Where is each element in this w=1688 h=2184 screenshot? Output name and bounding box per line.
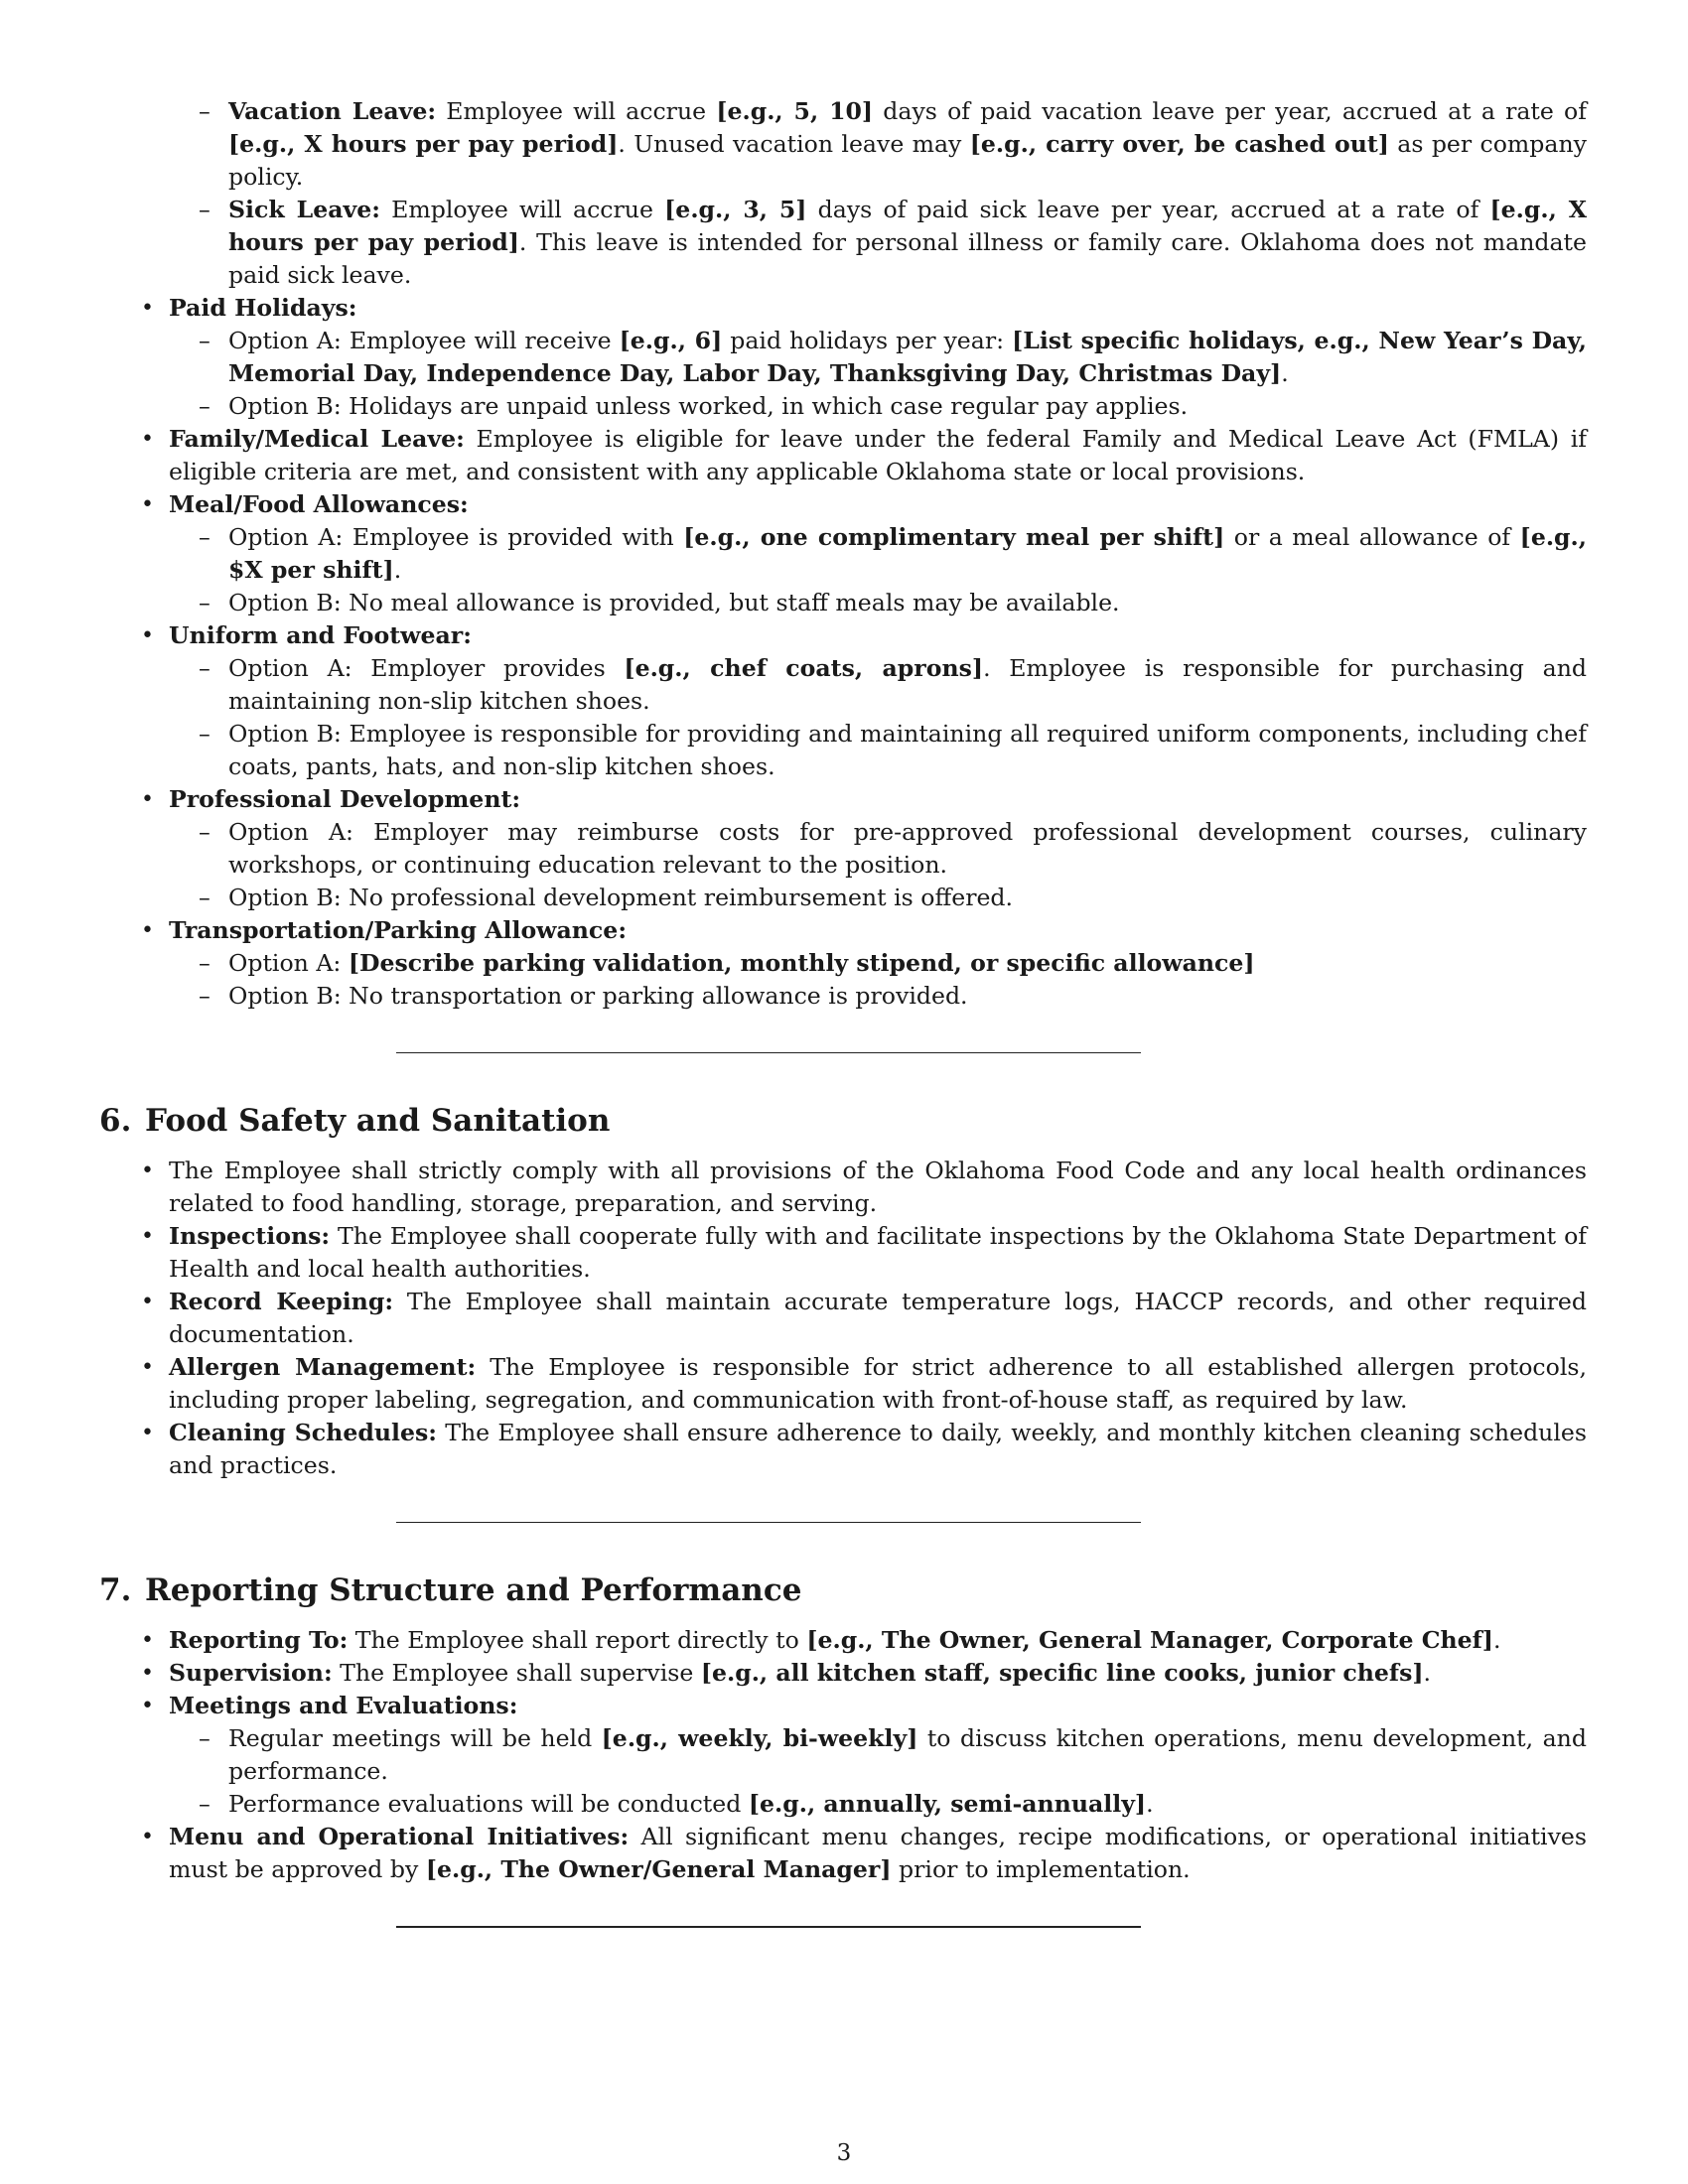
document-page (99, 95, 1588, 1928)
placeholder-field: [e.g., all kitchen staff, specific line cooks, junior chefs] (700, 1659, 1424, 1687)
section-6-heading (99, 1101, 1587, 1141)
transport-option-b (228, 980, 1587, 1013)
placeholder-field: [List specific holidays, e.g., New Year’s Day, Memorial Day, Independence Day, Labor Day, Thanksgiving Day, Christmas Day] (228, 327, 1587, 387)
text: Option B: Employee is responsible for providing and maintaining all required uniform components, including chef coats, pants, hats, and non-slip kitchen shoes. (228, 720, 1587, 780)
item-label: Meetings and Evaluations: (169, 1692, 518, 1719)
uniform-footwear-label: Uniform and Footwear: (169, 621, 472, 649)
text: Option B: No meal allowance is provided, but staff meals may be available. (228, 589, 1120, 616)
placeholder-field: [e.g., 5, 10] (716, 97, 874, 125)
transportation-parking-item (169, 914, 1587, 1013)
allergen-management-item (169, 1351, 1587, 1417)
family-medical-leave-item (169, 423, 1587, 488)
transport-option-a (228, 947, 1587, 980)
food-safety-list (169, 1155, 1587, 1482)
text: Option B: Holidays are unpaid unless worked, in which case regular pay applies. (228, 392, 1189, 420)
placeholder-field: [e.g., X hours per pay period] (228, 130, 619, 158)
text: Option A: Employee will receive (228, 327, 620, 354)
placeholder-field: [e.g., weekly, bi-weekly] (601, 1724, 918, 1752)
profdev-option-a (228, 816, 1587, 882)
placeholder-field: [e.g., 3, 5] (664, 196, 807, 223)
supervision-item (169, 1657, 1587, 1690)
holidays-option-b (228, 390, 1587, 423)
text: days of paid vacation leave per year, accrued at a rate of (873, 97, 1587, 125)
text: . (1146, 1790, 1154, 1818)
performance-evaluations-item (228, 1788, 1587, 1821)
sick-leave-label: Sick Leave: (228, 196, 380, 223)
placeholder-field: [e.g., $X per shift] (228, 523, 1587, 584)
text: . This leave is intended for personal illness or family care. Oklahoma does not mandate paid sick leave. (228, 228, 1587, 289)
text: Option B: No professional development reimbursement is offered. (228, 884, 1014, 911)
list (169, 1722, 1587, 1821)
text: or a meal allowance of (1224, 523, 1520, 551)
transportation-parking-label: Transportation/Parking Allowance: (169, 916, 628, 944)
text: . (1492, 1626, 1501, 1654)
meal-option-b (228, 587, 1587, 619)
holidays-option-a (228, 325, 1587, 390)
placeholder-field: [e.g., chef coats, aprons] (624, 654, 984, 682)
meal-allowances-item (169, 488, 1587, 619)
section-title: Reporting Structure and Performance (145, 1572, 802, 1608)
paid-holidays-label: Paid Holidays: (169, 294, 357, 322)
text: Employee will accrue (379, 196, 665, 223)
placeholder-field: [e.g., carry over, be cashed out] (969, 130, 1389, 158)
text: The Employee shall maintain accurate temperature logs, HACCP records, and other required documentation. (169, 1288, 1587, 1348)
reporting-list (169, 1624, 1587, 1886)
inspections-item (169, 1220, 1587, 1286)
vacation-leave-label: Vacation Leave: (228, 97, 437, 125)
text: . Unused vacation leave may (618, 130, 970, 158)
placeholder-field: [e.g., 6] (619, 327, 723, 354)
item-label: Reporting To: (169, 1626, 349, 1654)
text: Employee is eligible for leave under the federal Family and Medical Leave Act (FMLA) if eligible criteria are met, and consistent with any applicable Oklahoma state or local provisions. (169, 425, 1587, 485)
text: . (1281, 359, 1289, 387)
text: . Employee is responsible for purchasing and maintaining non-slip kitchen shoes. (228, 654, 1587, 715)
food-code-compliance-item (169, 1155, 1587, 1220)
section-number: 6. (99, 1103, 132, 1139)
item-label: Record Keeping: (169, 1288, 394, 1315)
text: paid holidays per year: (722, 327, 1013, 354)
section-divider (396, 1052, 1141, 1053)
list (169, 816, 1587, 914)
text: Option A: Employer may reimburse costs for pre-approved professional development courses, culinary workshops, or continuing education relevant to the position. (228, 818, 1587, 879)
item-label: Allergen Management: (169, 1353, 477, 1381)
placeholder-field: [e.g., The Owner, General Manager, Corporate Chef] (806, 1626, 1493, 1654)
text: Option B: No transportation or parking allowance is provided. (228, 982, 968, 1010)
text: Regular meetings will be held (228, 1724, 602, 1752)
text: to discuss kitchen operations, menu development, and performance. (228, 1724, 1587, 1785)
text: All significant menu changes, recipe modifications, or operational initiatives must be approved by (169, 1823, 1587, 1883)
text: The Employee shall strictly comply with all provisions of the Oklahoma Food Code and any local health ordinances related to food handling, storage, preparation, and serving. (169, 1157, 1587, 1217)
text: days of paid sick leave per year, accrued at a rate of (806, 196, 1490, 223)
text: Option A: Employee is provided with (228, 523, 684, 551)
text: The Employee shall supervise (332, 1659, 701, 1687)
text: prior to implementation. (891, 1855, 1191, 1883)
leave-sublist (169, 95, 1587, 292)
professional-development-item (169, 783, 1587, 914)
cleaning-schedules-item (169, 1417, 1587, 1482)
professional-development-label: Professional Development: (169, 785, 521, 813)
menu-operational-initiatives-item (169, 1821, 1587, 1886)
profdev-option-b (228, 882, 1587, 914)
text: Performance evaluations will be conducted (228, 1790, 749, 1818)
section-7-heading (99, 1570, 1587, 1610)
regular-meetings-item (228, 1722, 1587, 1788)
text: Option A: Employer provides (228, 654, 625, 682)
item-label: Inspections: (169, 1222, 331, 1250)
item-label: Menu and Operational Initiatives: (169, 1823, 630, 1850)
section-number: 7. (99, 1572, 132, 1608)
meal-allowances-label: Meal/Food Allowances: (169, 490, 469, 518)
text: . (393, 556, 402, 584)
text: Option A: (228, 949, 349, 977)
text: The Employee shall ensure adherence to daily, weekly, and monthly kitchen cleaning schedules and practices. (169, 1419, 1587, 1479)
placeholder-field: [e.g., X hours per pay period] (228, 196, 1588, 256)
section-divider (396, 1522, 1141, 1523)
item-label: Cleaning Schedules: (169, 1419, 437, 1446)
uniform-option-a (228, 652, 1587, 718)
text: . (1423, 1659, 1432, 1687)
list (169, 652, 1587, 783)
vacation-leave-item (228, 95, 1587, 194)
list (169, 325, 1587, 423)
benefits-list-continued (169, 292, 1587, 1013)
sick-leave-item (228, 194, 1587, 292)
fmla-label: Family/Medical Leave: (169, 425, 465, 453)
text: The Employee is responsible for strict adherence to all established allergen protocols, including proper labeling, segregation, and communication with front-of-house staff, as required by law. (169, 1353, 1588, 1414)
uniform-footwear-item (169, 619, 1587, 783)
text: as per company policy. (228, 130, 1587, 191)
section-divider (396, 1926, 1141, 1928)
placeholder-field: [e.g., one complimentary meal per shift] (683, 523, 1225, 551)
text: Employee will accrue (436, 97, 717, 125)
text: The Employee shall cooperate fully with and facilitate inspections by the Oklahoma State Department of Health and local health authorities. (169, 1222, 1587, 1283)
placeholder-field: [Describe parking validation, monthly stipend, or specific allowance] (348, 949, 1255, 977)
placeholder-field: [e.g., The Owner/General Manager] (425, 1855, 892, 1883)
reporting-to-item (169, 1624, 1587, 1657)
section-title: Food Safety and Sanitation (145, 1103, 611, 1139)
meal-option-a (228, 521, 1587, 587)
record-keeping-item (169, 1286, 1587, 1351)
placeholder-field: [e.g., annually, semi-annually] (748, 1790, 1147, 1818)
page-number: 3 (836, 2140, 852, 2166)
list (169, 521, 1587, 619)
item-label: Supervision: (169, 1659, 333, 1687)
list (169, 947, 1587, 1013)
uniform-option-b (228, 718, 1587, 783)
text: The Employee shall report directly to (348, 1626, 807, 1654)
paid-holidays-item (169, 292, 1587, 423)
meetings-evaluations-item (169, 1690, 1587, 1821)
